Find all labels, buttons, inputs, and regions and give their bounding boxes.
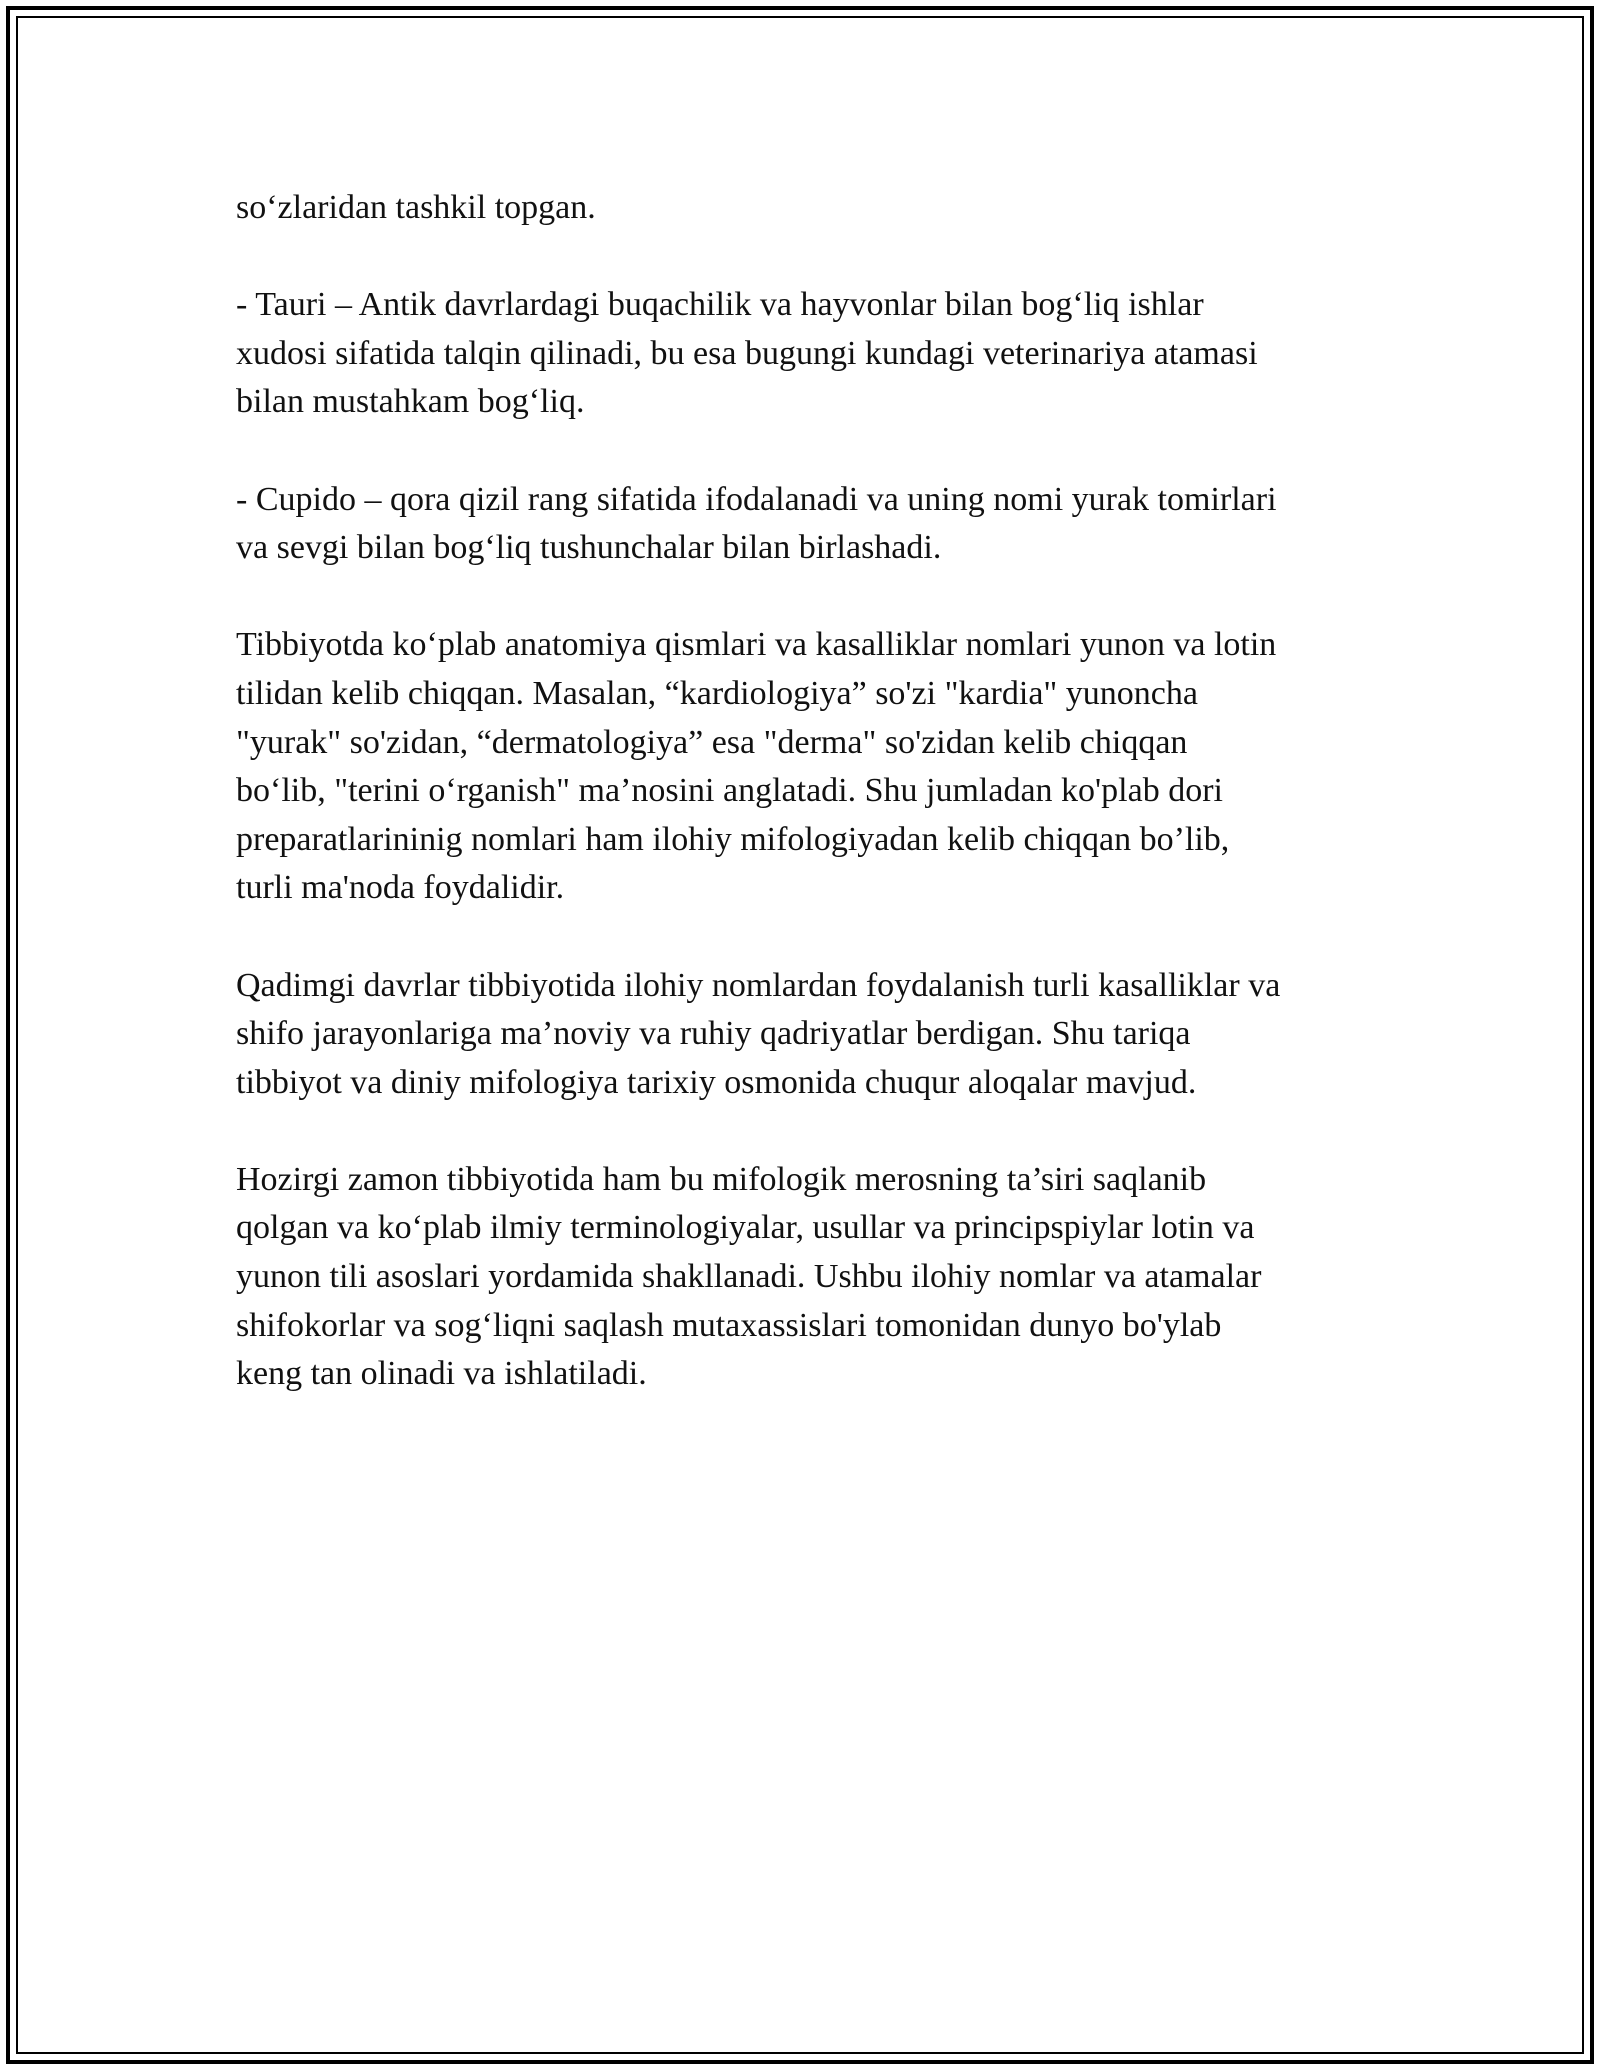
document-body [236, 184, 1386, 1447]
paragraph-intro-fragment [236, 184, 1386, 233]
paragraph-modern-medicine [236, 1156, 1386, 1399]
text-line: Qadimgi davrlar tibbiyotida ilohiy nomlardan foydalanish turli kasalliklar va [236, 966, 1281, 1004]
text-line: so‘zlaridan tashkil topgan. [236, 189, 596, 226]
text-line: Hozirgi zamon tibbiyotida ham bu mifologik merosning ta’siri saqlanib [236, 1160, 1207, 1198]
text-line: "yurak" so'zidan, “dermatologiya” esa "derma" so'zidan kelib chiqqan [236, 723, 1188, 761]
text-line: keng tan olinadi va ishlatiladi. [236, 1355, 647, 1393]
text-line: - Tauri – Antik davrlardagi buqachilik va hayvonlar bilan bog‘liq ishlar [236, 286, 1204, 324]
text-line: bilan mustahkam bog‘liq. [236, 383, 585, 421]
text-line: xudosi sifatida talqin qilinadi, bu esa bugungi kundagi veterinariya atamasi [236, 334, 1258, 372]
text-line: Tibbiyotda ko‘plab anatomiya qismlari va kasalliklar nomlari yunon va lotin [236, 626, 1277, 664]
text-line: shifo jarayonlariga ma’noviy va ruhiy qadriyatlar berdigan. Shu tariqa [236, 1015, 1191, 1053]
text-line: yunon tili asoslari yordamida shakllanadi. Ushbu ilohiy nomlar va atamalar [236, 1258, 1262, 1296]
text-line: - Cupido – qora qizil rang sifatida ifodalanadi va uning nomi yurak tomirlari [236, 480, 1277, 518]
text-line: bo‘lib, "terini o‘rganish" ma’nosini anglatadi. Shu jumladan ko'plab dori [236, 772, 1223, 810]
paragraph-ancient-medicine [236, 962, 1386, 1108]
text-line: preparatlarininig nomlari ham ilohiy mifologiyadan kelib chiqqan bo’lib, [236, 820, 1230, 858]
text-line: shifokorlar va sog‘liqni saqlash mutaxassislari tomonidan dunyo bo'ylab [236, 1306, 1222, 1344]
text-line: tibbiyot va diniy mifologiya tarixiy osmonida chuqur aloqalar mavjud. [236, 1063, 1197, 1101]
text-line: va sevgi bilan bog‘liq tushunchalar bilan birlashadi. [236, 529, 942, 567]
text-line: tilidan kelib chiqqan. Masalan, “kardiologiya” so'zi "kardia" yunoncha [236, 674, 1198, 712]
text-line: qolgan va ko‘plab ilmiy terminologiyalar, usullar va principspiylar lotin va [236, 1209, 1255, 1247]
paragraph-tauri [236, 281, 1386, 427]
paragraph-cupido [236, 476, 1386, 573]
text-line: turli ma'noda foydalidir. [236, 869, 565, 907]
paragraph-anatomy-terms [236, 621, 1386, 913]
